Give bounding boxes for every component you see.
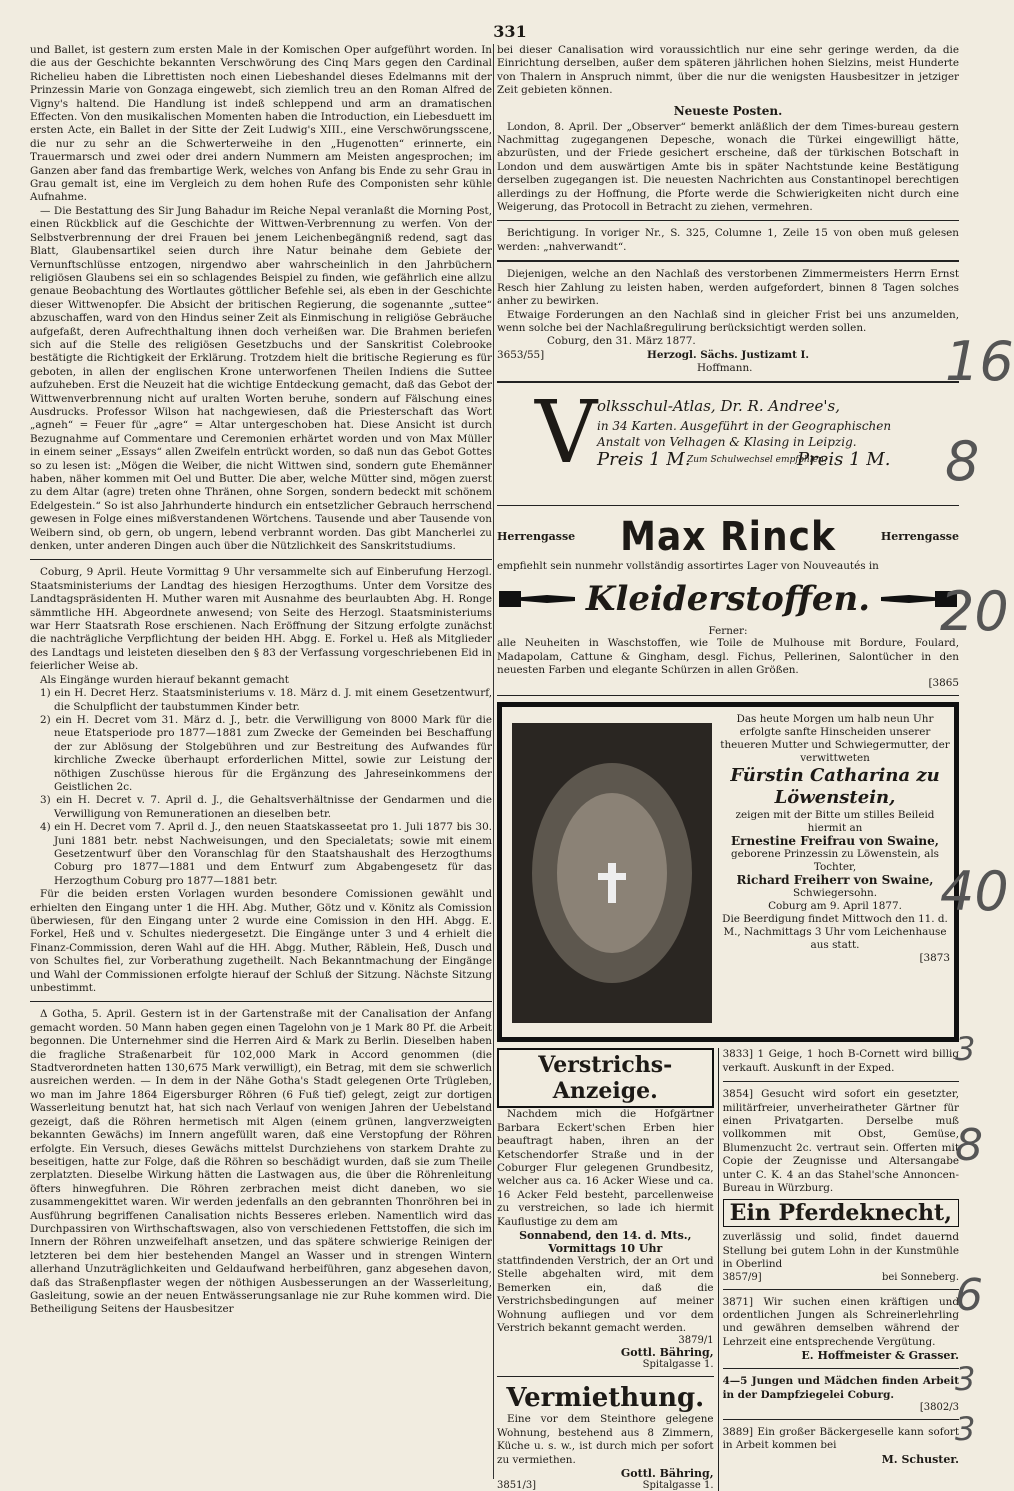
pencil-mark: 40 [940,860,1009,923]
atlas-initial: V [535,382,598,483]
article-coburg-landtag: Coburg, 9 April. Heute Vormittag 9 Uhr versammelte sich auf Einberufung Herzogl. Staatsministeriums der Landtag des hiesigen Herzogthums. Unter dem Vorsitze des Landtagspräsidenten H. Muther waren mit Ausnahme des beurlaubten Abg. H. Ronge sämmtliche HH. Abgeordnete anwesend; von Seite des Herzogl. Staatsministeriums war Herr Staatsrath Rose erschienen. Nach Eröffnung der Sitzung erfolgte zunächst die nachträgliche Verpflichtung der beiden HH. Abgg. E. Forkel u. Heß als Mitglieder des Landtags und leisteten dieselben den § 83 der Verfassung vorgeschriebenen Eid in feierlicher Weise ab. [30,566,492,673]
death-daughter-info: geborene Prinzessin zu Löwenstein, als Tochter, [730,848,940,874]
death-request: zeigen mit der Bitte um stilles Beileid hiermit an [735,809,935,835]
ad-geige: 3833] 1 Geige, 1 hoch B-Cornett wird billig verkauft. Auskunft in der Exped. [722,1048,959,1074]
death-name: Fürstin Catharina zu Löwenstein, [730,765,940,809]
divider [723,1368,959,1369]
pencil-mark: 3 [955,1410,976,1448]
article-commissionen: Für die beiden ersten Vorlagen wurden besondere Comissionen gewählt und erhielten den Eingang unter 1 die HH. Abg. Muther, Götz und v. Könitz als Comission überwiesen, für den Eingang unter 2 wurde eine Comission in den HH. Abgg. E. Forkel, Heß und v. Schultes niedergesetzt. Die Eingänge unter 3 und 4 erhielt die Finanz-Commission, deren Wahl auf die HH. Abgg. Muther, Räblein, Heß, Dusch und von Schultes fiel, zur Vorberathung zugetheilt. Nach Bekanntmachung der Eingänge und Wahl der Commissionen erfolgte hierauf der Schluß der Sitzung. Nächste Sitzung unbestimmt. [30,888,492,995]
rinck-ref: [3865 [928,677,959,690]
death-daughter: Ernestine Freifrau von Swaine, [731,834,939,849]
pencil-mark: 16 [945,330,1014,393]
vermiethung-title: Vermiethung. [506,1383,705,1414]
vermiethung-address: Spitalgasse 1. [642,1480,714,1491]
lehrling-signature: E. Hoffmeister & Grasser. [801,1349,959,1363]
list-item: 2) ein H. Decret vom 31. März d. J., betr. die Verwilligung von 8000 Mark für die neue Etatsperiode pro 1877—1881 zum Zwecke der Gemeinden bei Beschaffung der zur Ablösung der Stolgebühren und zur Bestreitung des Aufwandes für kirchliche Zwecke überhaupt erforderlichen Mittel, sowie zur Leistung der nöthigen Zuschüsse hierous für die Ergänzung des Jahreseinkommens der Geistlichen 2c. [40,713,492,793]
nachlass-signature: Herzogl. Sächs. Justizamt I. [647,348,809,361]
verstrich-ref: 3879/1 [678,1335,714,1347]
eingaenge-intro: Als Eingänge wurden hierauf bekannt gemacht [40,673,289,686]
pointing-hand-icon [497,585,577,613]
article-oper: und Ballet, ist gestern zum ersten Male in der Komischen Oper aufgeführt worden. In die aus der Geschichte bekannten Verschwörung des Cinq Mars gegen den Cardinal Richelieu haben die Librettisten noch einen Liebeshandel dieses Edelmanns mit der Prinzessin Marie von Gonzaga eingewebt, sich ziemlich treu an den Roman Alfred de Vigny's haltend. Die Handlung ist indeß schleppend und arm an dramatischen Effecten. Von den musikalischen Momenten haben die Introduction, ein Liebesduett im ersten Acte, ein Ballet in der Sitte der Zeit Ludwig's XIII., eine Verschwörungsscene, die nur zu sehr an die Schwerterweihe in den „Hugenotten“ erinnerte, ein Trauermarsch und zwei oder drei andern Nummern am Meisten angesprochen; im Ganzen aber fand das frembartige Werk, welches von Anfang bis Ende zu sehr Grau in Grau gemalt ist, eine im Vergleich zu dem hohen Rufe des Componisten sehr kühle Aufnahme. [30,44,492,204]
rinck-line: empfiehlt sein nunmehr vollständig assortirtes Lager von Nouveautés in [497,559,879,572]
list-item: 1) ein H. Decret Herz. Staatsministeriums v. 18. März d. J. mit einem Gesetzentwurf, die Schulpflicht der taubstummen Kinder betr. [40,687,492,713]
divider [30,1001,492,1002]
baecker-signature: M. Schuster. [881,1452,959,1466]
vermiethung-text: Eine vor dem Steinthore gelegene Wohnung, bestehend aus 8 Zimmern, Küche u. s. w., ist durch mich per sofort zu vermiethen. [497,1413,714,1466]
verstrich-date: Sonnabend, den 14. d. Mts., Vormittags 10 Uhr [519,1229,692,1255]
ad-baecker: 3889] Ein großer Bäckergeselle kann sofort in Arbeit kommen bei [722,1426,959,1452]
rinck-name: Max Rinck [620,513,836,560]
divider [497,220,959,221]
rinck-text: alle Neuheiten in Waschstoffen, wie Toile de Mulhouse mit Bordure, Foulard, Madapolam, Cattune & Gingham, desgl. Fichus, Pellerinen, Salontücher in den neuesten Farben und elegante Schürzen in allen Größen. [497,637,959,676]
pencil-mark: 3 [955,1360,976,1398]
nachlass-text: Diejenigen, welche an den Nachlaß des verstorbenen Zimmermeisters Herrn Ernst Resch hier Zahlung zu leisten haben, werden aufgefordert, binnen 8 Tagen solches anher zu bewirken. [497,268,959,308]
atlas-price1: Preis 1 M. [597,448,691,470]
pencil-mark: 8 [945,430,980,493]
death-date: Coburg am 9. April 1877. [768,900,902,913]
kleiderstoffen-title: Kleiderstoffen. [585,579,871,620]
divider [497,260,959,262]
atlas-line2: in 34 Karten. Ausgeführt in der Geographischen [597,418,892,433]
eingaenge-list [30,687,492,888]
death-intro: Das heute Morgen um halb neun Uhr erfolgte sanfte Hinscheiden unserer theueren Mutter und Schwiegermutter, der verwittweten [720,713,950,765]
ad-death-notice [497,702,959,1042]
list-item: 4) ein H. Decret vom 7. April d. J., den neuen Staatskasseetat pro 1. Juli 1877 bis 30. Juni 1881 betr. nebst Nachweisungen, und den Specialetats; sowie mit einem Gesetzentwurf über den Voranschlag für den Staatshaushalt des Herzogthums Coburg pro 1877—1881 und dem Entwurf zum Abgabengesetz für das Herzogthum Coburg pro 1877—1881 betr. [40,821,492,887]
article-witwenverbrennung: — Die Bestattung des Sir Jung Bahadur im Reiche Nepal veranlaßt die Morning Post, einen Rückblick auf die Geschichte der Wittwen-Verbrennung zu werfen. Von der Selbstverbrennung der drei Frauen bei jenem Leichenbegängniß redend, sagt das Blatt, Glaubensartikel seien durch ihre Natur beinahe dem Gebiete der Vernunftschlüsse entzogen, nirgendwo aber wahrscheinlich in den Jahrbüchern religiösen Glaubens sei ein so schlagendes Beispiel zu finden, wie gefährlich eine allzu genaue Beobachtung des Wortlautes göttlicher Befehle sei, als eben in der Geschichte dieser Wittwenopfer. Die Absicht der britischen Regierung, die sogenannte „suttee“ abzuschaffen, ward von den Hindus seiner Zeit als Einmischung in religiöse Gebräuche aufgefaßt, deren Aufrechthaltung ihnen doch verheißen war. Die Brahmen beriefen sich auf die Stelle des religiösen Gesetzbuchs und der Sanskritist Colebrooke bestätigte die Richtigkeit der Erklärung. Trotzdem hielt die britische Regierung es für geboten, in allen der englischen Krone unterworfenen Theilen Indiens die Suttee aufzuheben. Erst die Neuzeit hat die wichtige Entdeckung gemacht, daß das Gebot der Wittwenverbrennung nicht auf uralten Worten beruhe, sondern auf Fälschung eines Ausdrucks. Professor Wilson hat nachgewiesen, daß die Priesterschaft das Wort „agneh“ = Feuer für „agre“ = Altar untergeschoben hat. Diese Ansicht ist durch Bezugnahme auf Commentare und Ceremonien erhärtet worden und von Max Müller in einem seiner „Essays“ allen Zweifeln entrückt worden, so daß nun das Gebot Gottes so zu lesen ist: „Mögen die Weiber, die nicht Wittwen sind, sondern gute Ehemänner haben, näher kommen mit Oel und Butter. Die aber, welche Mütter sind, mögen zuerst zu dem Altar (agre) treten ohne Thränen, ohne Sorgen, sondern bedeckt mit schönem Edelgestein.“ So ist also Jahrhunderte hindurch ein entsetzlicher Gebrauch herrschend gewesen in Folge eines mißverstandenen Wörtchens. Tausende und aber Tausende von Weibern sind, ob gern, ob ungern, lebend verbrannt worden. Das gibt Mancherlei zu denken, unter anderen Dingen auch über die Nützlichkeit des Sanskritstudiums. [30,204,492,553]
rinck-street-right: Herrengasse [880,530,959,544]
rinck-street-left: Herrengasse [497,530,576,544]
pencil-mark: 8 [955,1120,983,1171]
vermiethung-signature: Gottl. Bähring, [620,1467,714,1481]
atlas-recommend: Zum Schulwechsel empfohlen. [687,454,827,465]
verstrich-address: Spitalgasse 1. [642,1359,714,1371]
death-son-in-law-info: Schwiegersohn. [792,887,878,900]
funeral-wreath-image [512,723,712,1023]
divider [497,695,959,696]
divider [497,505,959,506]
atlas-line1: olksschul-Atlas, Dr. R. Andree's, [597,396,840,415]
atlas-price2: Preis 1 M. [797,448,891,470]
ad-max-rinck [497,514,959,690]
nachlass-text2: Etwaige Forderungen an den Nachlaß sind in gleicher Frist bei uns anzumelden, wenn solche bei der Nachlaßregulirung berücksichtigt werden sollen. [497,308,959,334]
berichtigung: Berichtigung. In voriger Nr., S. 325, Columne 1, Zeile 15 von oben muß gelesen werden: „nahverwandt“. [497,227,959,253]
left-column [30,44,492,1317]
death-funeral: Die Beerdigung findet Mittwoch den 11. d. M., Nachmittags 3 Uhr vom Leichenhause aus statt. [722,913,948,952]
death-ref: [3873 [919,952,950,965]
atlas-line3: Anstalt von Velhagen & Klasing in Leipzig. [597,434,857,449]
jungen-ref: [3802/3 [919,1402,959,1414]
pferdeknecht-text: zuverlässig und solid, findet dauernd Stellung bei gutem Lohn in der Kunstmühle in Oberlind [722,1231,959,1271]
ad-jungen: 4—5 Jungen und Mädchen finden Arbeit in der Dampfziegelei Coburg. [722,1375,959,1401]
pferdeknecht-ref: 3857/9] [722,1271,762,1283]
divider [723,1419,959,1420]
rinck-ferner: Ferner: [708,625,748,638]
article-gotha: Δ Gotha, 5. April. Gestern ist in der Gartenstraße mit der Canalisation der Anfang gemacht worden. 50 Mann haben gegen einen Tagelohn von je 1 Mark 80 Pf. die Arbeit begonnen. Die Unternehmer sind die Herren Aird & Mark zu Berlin. Dieselben haben die fragliche Straßenarbeit für 102,000 Mark in Accord genommen (die Stadtverordneten hatten 130,675 Mark verwilligt), ein Betrag, mit dem sie schwerlich ausreichen werden. — In dem in der Nähe Gotha's Stadt gelegenen Orte Trügleben, wo man im Jahre 1864 Eigersburger Röhren (6 Fuß tief) gelegt, zeigt zur dortigen Wasserleitung benutzt hat, hat sich nach Verlauf von wenigen Jahren der Uebelstand gezeigt, daß die Röhren hermetisch mit Algen (einem grünen, langverzweigten bekannten Gewächs) im Innern angefüllt waren, daß eine Verstopfung der Röhren erfolgte. Ein Versuch, dieses Gewächs mittelst Durchziehens von starkem Drahte zu beseitigen, hatte zur Folge, daß die Röhren so beschädigt wurden, daß sie zum Theile zerplatzten. Dieselbe Wirkung hätten die Lastwagen aus, die über die Röhrenleitung öfters hinwegfuhren. Die Röhren zerbrachen meist dicht daneben, wo sie zusammengekittet waren. Wir werden jedenfalls an den gebrannten Thonröhren bei in Ausführung begriffenen Canalisation nichts Besseres erleben. Namentlich wird das Durchpassiren von Wirthschaftswagen, also von verschiedenen Fettstoffen, die sich im Innern der Röhren unzweifelhaft ansetzen, und das spätere schwierige Reinigen der letzteren bei dem hier bestehenden Mangel an Wasser und in strengen Wintern allerhand Unzuträglichkeiten und Geldaufwand herbeiführen, ganz abgesehen davon, daß das Straßenpflaster wegen der nöthigen Ausbesserungen an der Wasserleitung, Gasleitung, sowie an der neuen Entwässerungsanlage nie zur Ruhe kommen wird. Die Betheiligung Seitens der Hausbesitzer [30,1008,492,1316]
divider [723,1289,959,1290]
ad-gaertner: 3854] Gesucht wird sofort ein gesetzter, militärfreier, unverheiratheter Gärtner für einen Privatgarten. Derselbe muß vollkommen mit Obst, Gemüse, Blumenzucht 2c. vertraut sein. Offerten mit Copie der Zeugnisse und Altersangabe unter C. K. 4 an das Stahel'sche Annoncen-Bureau in Würzburg. [722,1088,959,1194]
ad-nachlass [497,268,959,374]
right-column [497,44,959,1491]
nachlass-date: Coburg, den 31. März 1877. [547,335,696,348]
death-son-in-law: Richard Freiherr von Swaine, [736,873,934,888]
pencil-mark: 6 [955,1270,983,1321]
divider [723,1081,959,1082]
divider [30,559,492,560]
pferdeknecht-title: Ein Pferdeknecht, [723,1199,959,1227]
pferdeknecht-location: bei Sonneberg. [881,1271,959,1283]
verstrich-title: Verstrichs-Anzeige. [497,1048,714,1108]
verstrich-text: Nachdem mich die Hofgärtner Barbara Eckert'schen Erben hier beauftragt haben, ihren an der Ketschendorfer Straße und in der Coburger Flur gelegenen Grundbesitz, welcher aus ca. 16 Acker Wiese und ca. 16 Acker Feld besteht, parcellenweise zu verstreichen, so lade ich hiermit Kauflustige zu dem am [497,1108,714,1228]
page-number: 331 [493,22,527,41]
divider [497,1376,714,1377]
ad-atlas [497,382,959,499]
article-canalisation-cont: bei dieser Canalisation wird voraussichtlich nur eine sehr geringe werden, da die Einrichtung derselben, außer dem späteren jährlichen hohen Sielzins, meist Hunderte von Thalern in Anspruch nimmt, über die nur die wenigsten Hausbesitzer in jetziger Zeit gebieten können. [497,44,959,97]
section-title-neueste-posten: Neueste Posten. [673,103,783,118]
pencil-mark: 20 [940,580,1009,643]
list-item: 3) ein H. Decret v. 7. April d. J., die Gehaltsverhältnisse der Gendarmen und die Verwilligung von Remunerationen an dieselben betr. [40,794,492,820]
article-london: London, 8. April. Der „Observer“ bemerkt anläßlich der dem Times-bureau gestern Nachmittag zugegangenen Depesche, wonach die Türkei eingewilligt hätte, abzurüsten, und der Friede gesichert erscheine, daß der türkischen Botschaft in London und dem auswärtigen Amte bis in später Nachtstunde keine Bestätigung derselben zugegangen ist. Die neuesten Nachrichten aus Constantinopel berechtigen allerdings zu der Hoffnung, die Pforte werde die Schwierigkeiten nicht durch eine Weigerung, das Protocoll in Betracht zu ziehen, vermehren. [497,120,959,214]
vermiethung-ref: 3851/3] [497,1480,537,1491]
nachlass-ref: 3653/55] [497,348,545,361]
verstrich-text2: stattfindenden Verstrich, der an Ort und Stelle abgehalten wird, mit dem Bemerken ein, daß die Verstrichsbedingungen auf meiner Wohnung aufliegen und vor dem Verstrich bekannt gemacht werden. [497,1255,714,1335]
pencil-mark: 3 [955,1030,976,1068]
nachlass-signature2: Hoffmann. [697,361,753,374]
verstrich-signature: Gottl. Bähring, [620,1346,714,1360]
ads-bottom [497,1048,959,1491]
ad-lehrling: 3871] Wir suchen einen kräftigen und ordentlichen Jungen als Schreinerlehrling und gewähren demselben während der Lehrzeit eine entsprechende Vergütung. [722,1295,959,1348]
column-divider [493,44,494,1479]
